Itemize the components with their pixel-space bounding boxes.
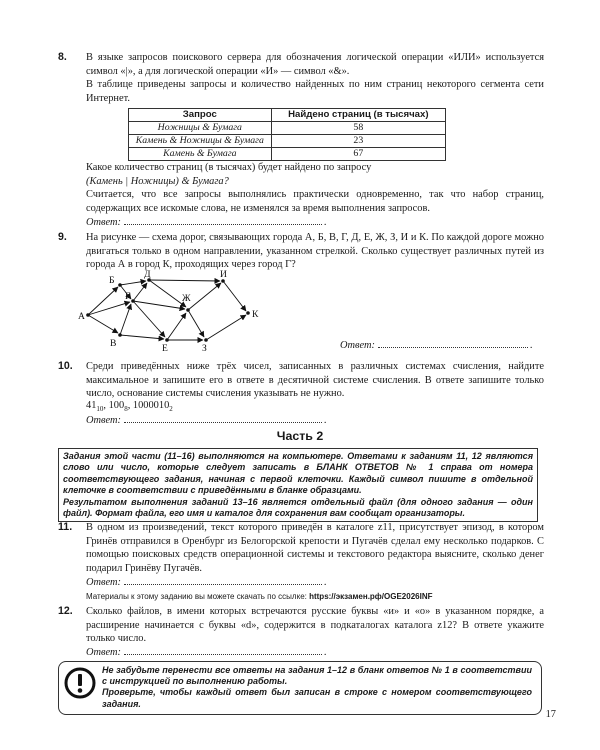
instructions-1: Задания этой части (11–16) выполняются на компьютере. Ответами к заданиям 11, 12 являются слово или число, которые следует записать в БЛАНК ОТВЕТОВ № 1 справа от номера соответствующего задания, начиная с первой клеточки. Каждый символ пишите в отдельной клеточке в соответствии с приведёнными в бланке образцами. — [63, 451, 533, 496]
q10-number-3: 1000010 — [132, 400, 170, 411]
instructions-2: Результатом выполнения заданий 13–16 является отдельный файл (для одного задания — один файл). Формат файла, его имя и каталог для сохранения вам сообщат организаторы. — [63, 496, 533, 519]
edge-g-e — [133, 301, 165, 337]
q10-numbers: $41_{10}$, $100_8$, $1000010_2$ — [86, 400, 173, 414]
reminder-text — [102, 665, 532, 710]
query-table — [128, 108, 446, 161]
edge-v-g — [120, 304, 131, 335]
table-row — [129, 135, 446, 148]
node-zh — [186, 308, 190, 312]
edge-a-v — [88, 315, 118, 333]
part-2-instructions — [58, 448, 538, 522]
edge-d-zh — [149, 280, 186, 307]
q10-base-1: 10 — [96, 405, 104, 414]
node-g — [131, 299, 135, 303]
reminder-text-1: Не забудьте перенести все ответы на задания 1–12 в бланк ответов № 1 в соответствии с инструкцией по выполнению работы. — [102, 665, 532, 687]
table-cell: 58 — [271, 122, 445, 135]
materials-link[interactable]: https://экзамен.рф/OGE2026INF — [309, 592, 433, 601]
edge-zh-i — [188, 283, 221, 310]
label-k: К — [252, 309, 259, 320]
q12-answer: Ответ: . — [86, 644, 327, 660]
edge-a-g — [88, 302, 130, 315]
label-b: Б — [109, 275, 115, 286]
table-header-cell: Запрос — [129, 109, 272, 122]
question-12-text: Сколько файлов, в имени которых встречаются русские буквы «и» и «о» в указанном порядке, а расширение начинается с буквы «d», содержится в подкаталогах каталога z12? В ответе укажите только число. — [86, 606, 544, 645]
answer-line[interactable] — [124, 412, 322, 423]
part-2-title: Часть 2 — [276, 429, 324, 443]
table-row — [129, 148, 446, 161]
label-a: А — [78, 311, 85, 322]
edge-b-d — [120, 281, 146, 285]
label-z: З — [202, 343, 207, 352]
q8-intro-1: В языке запросов поискового сервера для обозначения логической операции «ИЛИ» используется символ «|», а для логической операции «И» — символ «&». — [86, 52, 544, 77]
edge-g-zh — [133, 301, 185, 309]
q10-answer: Ответ: . — [86, 412, 327, 428]
question-8-question — [86, 161, 544, 215]
label-v: В — [110, 338, 117, 349]
q9-answer: Ответ: . — [340, 337, 533, 353]
q8-query: (Камень | Ножницы) & Бумага? — [86, 175, 229, 187]
label-zh: Ж — [182, 293, 191, 304]
q11-answer: Ответ: . — [86, 574, 327, 590]
q8-intro-2: В таблице приведены запросы и количество найденных по ним страниц некоторого сегмента сети Интернет. — [86, 79, 544, 104]
node-z — [204, 338, 208, 342]
answer-line[interactable] — [124, 644, 322, 655]
question-8-number: 8. — [58, 51, 67, 63]
node-a — [86, 313, 90, 317]
node-k — [246, 311, 250, 315]
table-cell: Камень & Бумага — [129, 148, 272, 161]
q10-base-3: 2 — [169, 405, 173, 414]
question-11-text: В одном из произведений, текст которого приведён в каталоге z11, присутствует эпизод, в котором Гринёв отправился в Оренбург из Белогорской крепости и Пугачёв сделал ему несколько подарков. С помощью поисковых средств операционной системы и текстового редактора выясните, сколько денег подарил Гринёву Пугачёв. — [86, 522, 544, 574]
table-row — [129, 122, 446, 135]
label-g: Г — [125, 291, 131, 302]
answer-line[interactable] — [124, 214, 322, 225]
answer-label: Ответ: — [86, 415, 121, 426]
road-graph — [76, 268, 276, 352]
question-11-number: 11. — [58, 521, 73, 533]
q10-number-1: 41 — [86, 400, 97, 411]
q10-number-2: 100 — [108, 400, 125, 411]
q8-question-text: Какое количество страниц (в тысячах) будет найдено по запросу — [86, 162, 372, 173]
table-header-row — [129, 109, 446, 122]
label-d: Д — [144, 269, 151, 280]
edge-g-d — [133, 283, 147, 301]
edge-zh-z — [188, 310, 204, 337]
edge-z-k — [206, 315, 246, 340]
edge-e-zh — [167, 313, 186, 340]
table-cell: Ножницы & Бумага — [129, 122, 272, 135]
answer-line[interactable] — [124, 574, 322, 585]
answer-label: Ответ: — [86, 647, 121, 658]
exclamation-icon — [64, 667, 96, 699]
question-12-number: 12. — [58, 605, 73, 617]
answer-label: Ответ: — [340, 340, 375, 351]
node-v — [118, 333, 122, 337]
table-header-cell: Найдено страниц (в тысячах) — [271, 109, 445, 122]
answer-label: Ответ: — [86, 577, 121, 588]
table-cell: 23 — [271, 135, 445, 148]
reminder-text-2: Проверьте, чтобы каждый ответ был записан в строке с номером соответствующего задания. — [102, 687, 532, 709]
materials-text: Материалы к этому заданию вы можете скачать по ссылке: — [86, 592, 307, 601]
edge-i-k — [223, 281, 246, 311]
label-e: Е — [162, 343, 168, 352]
page-number: 17 — [545, 709, 556, 720]
q8-note: Считается, что все запросы выполнялись практически одновременно, так что набор страниц, содержащих все искомые слова, не изменялся за время выполнения запросов. — [86, 189, 544, 214]
question-10-number: 10. — [58, 360, 73, 372]
table-cell: Камень & Ножницы & Бумага — [129, 135, 272, 148]
label-i: И — [220, 269, 227, 280]
edge-d-i — [149, 280, 220, 281]
question-8-intro — [86, 51, 544, 105]
q8-answer: Ответ: . — [86, 214, 327, 230]
node-b — [118, 283, 122, 287]
edge-v-e — [120, 335, 164, 339]
answer-line[interactable] — [378, 337, 528, 348]
table-cell: 67 — [271, 148, 445, 161]
question-10-text: Среди приведённых ниже трёх чисел, записанных в различных системах счисления, найдите максимальное и запишите его в ответе в десятичной системе счисления. В ответе запишите только число, основание системы счисления указывать не нужно. — [86, 361, 544, 400]
answer-label: Ответ: — [86, 217, 121, 228]
question-9-text: На рисунке — схема дорог, связывающих города А, Б, В, Г, Д, Е, Ж, З, И и К. По каждой дороге можно двигаться только в одном направлении, указанном стрелкой. Сколько существует различных путей из города А в город К, проходящих через город Г? — [86, 232, 544, 271]
question-9-number: 9. — [58, 231, 67, 243]
q11-materials — [86, 590, 433, 604]
q10-base-2: 8 — [124, 405, 128, 414]
node-e — [165, 338, 169, 342]
